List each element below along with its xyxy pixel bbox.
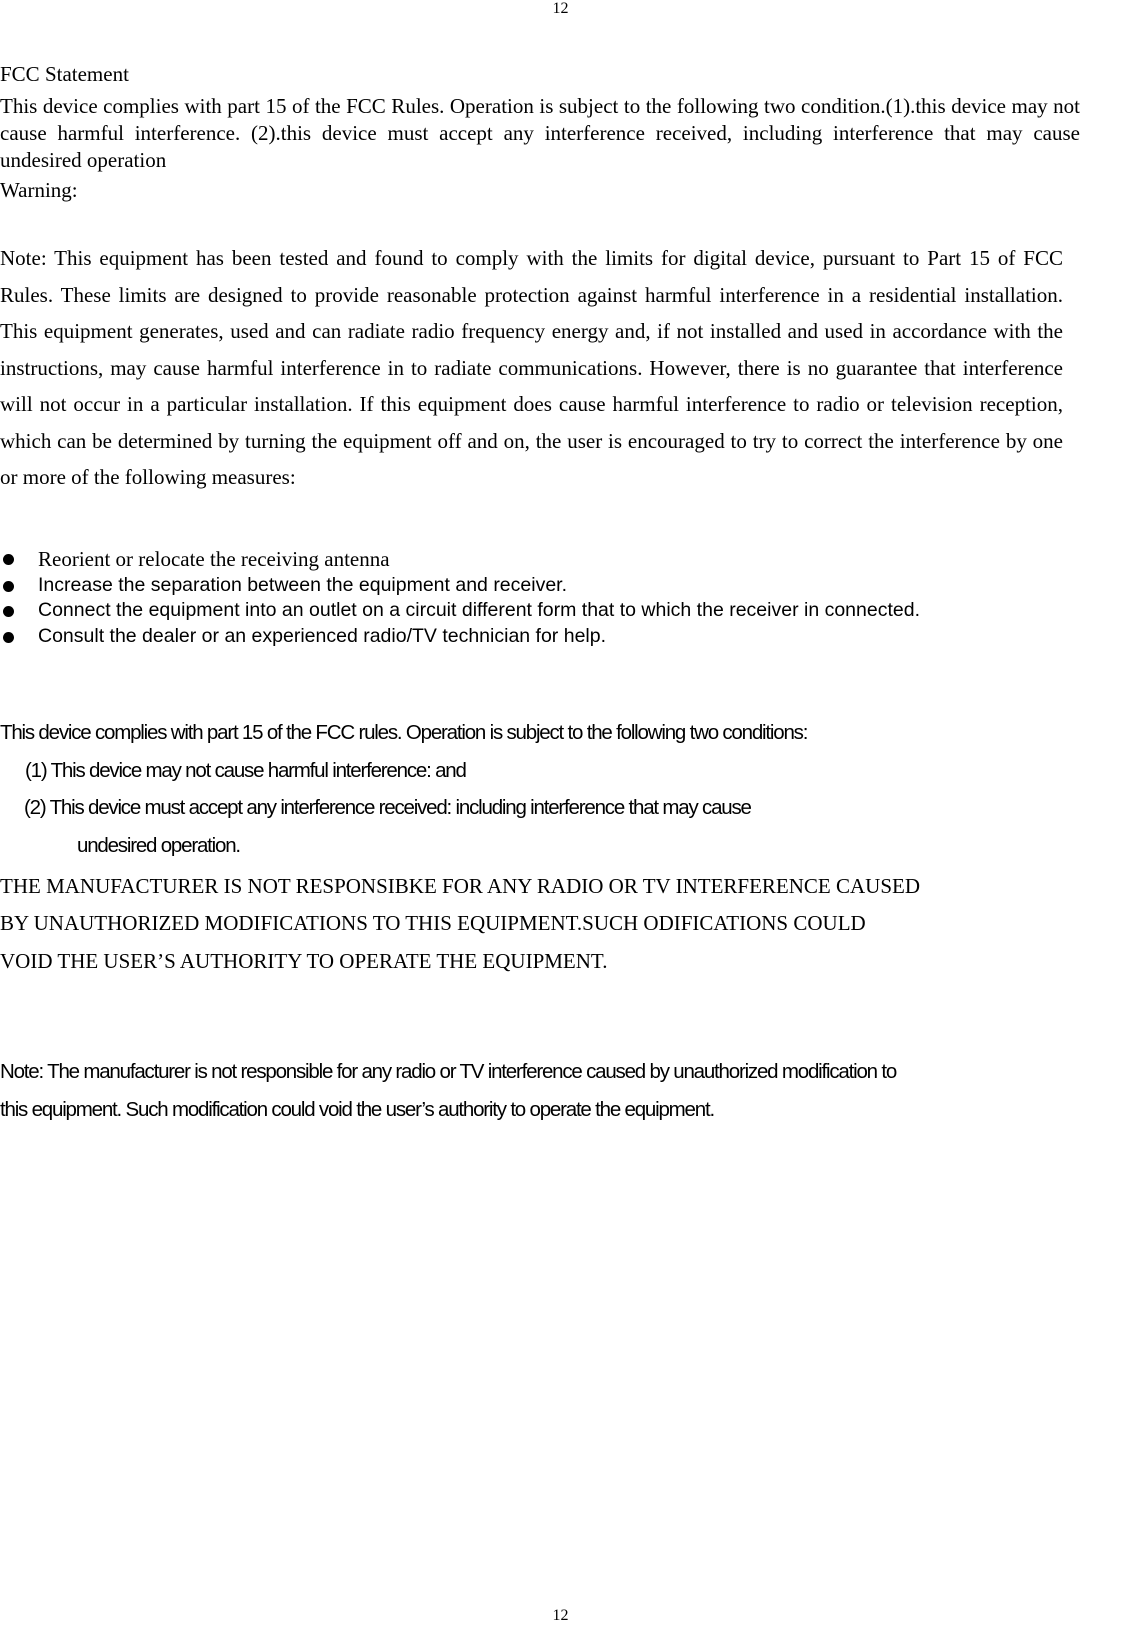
manufacturer-notice-line-1: THE MANUFACTURER IS NOT RESPONSIBKE FOR ANY RADIO OR TV INTERFERENCE CAUSED <box>0 874 921 898</box>
measure-text: Connect the equipment into an outlet on a circuit different form that to which the receiver in connected. <box>38 599 920 621</box>
compliance-condition-2-continued: undesired operation. <box>77 834 240 857</box>
warning-note-paragraph: Note: This equipment has been tested and found to comply with the limits for digital device, pursuant to Part 15 of FCC Rules. These limits are designed to provide reasonable protection against harmful interference in a residential installation. This equipment generates, used and can radiate radio frequency energy and, if not installed and used in accordance with the instructions, may cause harmful interference in to radiate communications. However, there is no guarantee that interference will not occur in a particular installation. If this equipment does cause harmful interference to radio or television reception, which can be determined by turning the equipment off and on, the user is encouraged to try to correct the interference by one or more of the following measures: <box>0 246 1063 489</box>
list-item <box>0 625 1100 651</box>
measure-text: Consult the dealer or an experienced radio/TV technician for help. <box>38 625 607 647</box>
compliance-intro: This device complies with part 15 of the FCC rules. Operation is subject to the following two conditions: <box>0 721 808 744</box>
final-note-line-2: this equipment. Such modification could void the user’s authority to operate the equipment. <box>0 1098 714 1121</box>
measure-text: Increase the separation between the equipment and receiver. <box>38 574 568 596</box>
manufacturer-notice-line-2: BY UNAUTHORIZED MODIFICATIONS TO THIS EQUIPMENT.SUCH ODIFICATIONS COULD <box>0 911 866 935</box>
list-item <box>0 599 1100 625</box>
manufacturer-notice-line-3: VOID THE USER’S AUTHORITY TO OPERATE THE EQUIPMENT. <box>0 949 608 973</box>
page-number-top: 12 <box>552 0 569 17</box>
page-number-bottom: 12 <box>552 1607 569 1624</box>
list-item <box>0 547 1100 573</box>
bullet-icon <box>3 606 14 617</box>
final-note-line-1: Note: The manufacturer is not responsible for any radio or TV interference caused by unauthorized modification to <box>0 1060 897 1083</box>
measure-text: Reorient or relocate the receiving antenna <box>38 547 390 571</box>
warning-heading: Warning: <box>0 178 78 202</box>
bullet-icon <box>3 554 14 565</box>
compliance-condition-2: (2) This device must accept any interference received: including interference that may cause <box>24 796 751 819</box>
fcc-statement-paragraph: This device complies with part 15 of the FCC Rules. Operation is subject to the following two condition.(1).this device may not cause harmful interference. (2).this device must accept any interference received, including interference that may cause undesired operation <box>0 94 1080 172</box>
bullet-icon <box>3 632 14 643</box>
compliance-condition-1: (1) This device may not cause harmful interference: and <box>25 759 466 782</box>
list-item <box>0 574 1100 600</box>
bullet-icon <box>3 581 14 592</box>
fcc-statement-title: FCC Statement <box>0 62 129 86</box>
